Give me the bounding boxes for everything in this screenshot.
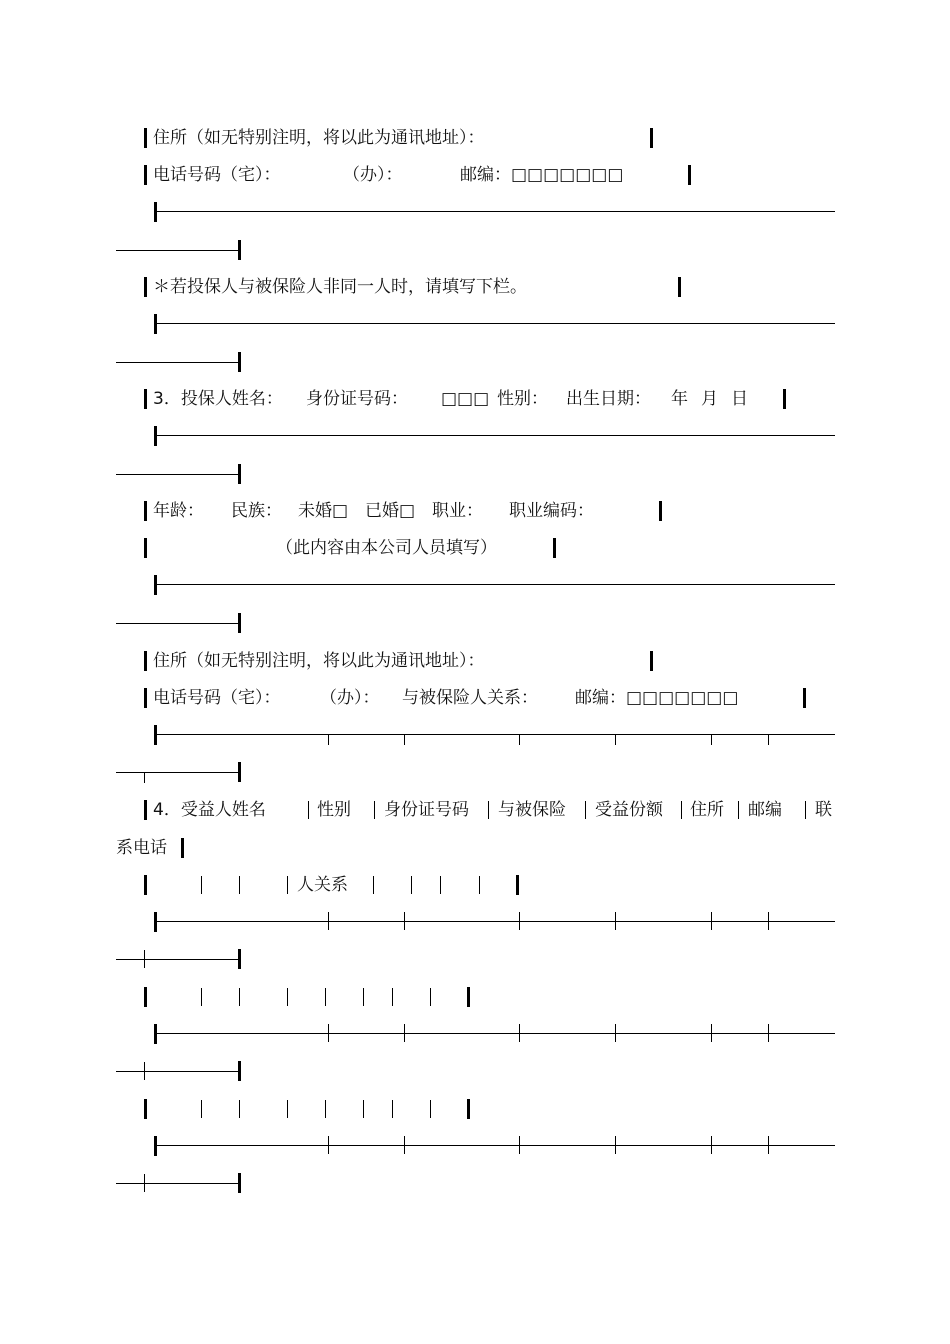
separator-right [238,1061,241,1081]
column-tick [711,735,712,745]
relation-header: 与被保险 [498,800,566,820]
column-tick [711,1136,712,1154]
border-left [144,501,147,521]
age-label: 年龄： [153,501,204,521]
column-divider [201,876,202,894]
border-left [144,651,147,671]
border-left [144,538,147,558]
separator-left [154,912,157,932]
separator-line-wrap [116,1071,240,1072]
column-tick [768,1136,769,1154]
separator-line [155,1033,835,1034]
border-right [803,688,806,708]
column-divider [430,988,431,1006]
separator-left [154,575,157,595]
column-divider [363,1100,364,1118]
gender-header: 性别 [317,800,351,820]
column-divider [374,801,375,819]
column-tick [768,912,769,930]
home-phone-label-1: 电话号码（宅）： [153,165,281,185]
column-tick [144,1174,145,1192]
separator-line-wrap [116,1183,240,1184]
column-divider [287,988,288,1006]
gender-label: 性别： [497,389,548,409]
column-divider [585,801,586,819]
separator-line [155,734,835,735]
relation-header-sub: 人关系 [297,875,348,895]
column-tick [519,1024,520,1042]
column-divider [805,801,806,819]
column-divider [325,988,326,1006]
separator-right [238,352,241,372]
office-phone-label-1: （办）： [343,165,403,185]
contact-phone-header: 联 [815,800,832,820]
column-divider [363,988,364,1006]
border-right [678,277,681,297]
postcode-label-2: 邮编：□□□□□□□ [575,688,739,708]
relation-label: 与被保险人关系： [402,688,538,708]
border-right [650,651,653,671]
separator-right [238,949,241,969]
border-right [553,538,556,558]
occupation-code-label: 职业编码： [509,501,594,521]
border-left [144,128,147,148]
column-divider [488,801,489,819]
column-divider [373,876,374,894]
column-tick [711,912,712,930]
column-divider [411,876,412,894]
separator-line [155,584,835,585]
column-divider [392,1100,393,1118]
separator-line-wrap [116,959,240,960]
column-tick [615,1136,616,1154]
column-tick [615,735,616,745]
column-tick [768,1024,769,1042]
address-label-1: 住所（如无特别注明，将以此为通讯地址）： [153,128,485,148]
separator-line-wrap [116,474,240,475]
separator-right [238,762,241,782]
applicant-note: ＊若投保人与被保险人非同一人时，请填写下栏。 [153,277,527,297]
separator-left [154,725,157,745]
postcode-label-1: 邮编：□□□□□□□ [460,165,624,185]
border-left [144,987,147,1007]
border-left [144,688,147,708]
column-divider [738,801,739,819]
column-tick [519,735,520,745]
postcode-header: 邮编 [748,800,782,820]
separator-left [154,202,157,222]
column-tick [144,950,145,968]
column-tick [144,773,145,783]
column-tick [519,1136,520,1154]
column-divider [287,876,288,894]
column-tick [328,1136,329,1154]
column-tick [328,912,329,930]
column-tick [404,912,405,930]
border-right [181,838,184,858]
border-right [467,1099,470,1119]
separator-line [155,211,835,212]
birth-year-label: 年 [671,389,688,409]
border-right [650,128,653,148]
column-divider [681,801,682,819]
separator-line-wrap [116,250,240,251]
column-tick [615,912,616,930]
id-number-label: 身份证号码： [306,389,408,409]
border-left [144,800,147,820]
contact-phone-header-wrap: 系电话 [116,838,167,858]
birth-month-label: 月 [701,389,718,409]
column-divider [287,1100,288,1118]
separator-left [154,1136,157,1156]
column-divider [201,1100,202,1118]
column-divider [430,1100,431,1118]
unmarried-checkbox-label: 未婚□ [298,501,349,521]
column-divider [201,988,202,1006]
benefit-share-header: 受益份额 [595,800,663,820]
column-divider [325,1100,326,1118]
border-right [467,987,470,1007]
column-divider [239,876,240,894]
border-right [688,165,691,185]
separator-line-wrap [116,623,240,624]
border-left [144,277,147,297]
border-left [144,165,147,185]
id-number-boxes: □□□ [441,389,490,409]
separator-left [154,314,157,334]
column-tick [144,1062,145,1080]
column-tick [519,912,520,930]
address-label-2: 住所（如无特别注明，将以此为通讯地址）： [153,651,485,671]
applicant-name-label: 3．投保人姓名： [153,389,283,409]
border-left [144,875,147,895]
birth-day-label: 日 [731,389,748,409]
separator-left [154,1024,157,1044]
border-right [783,389,786,409]
married-checkbox-label: 已婚□ [365,501,416,521]
column-divider [440,876,441,894]
column-tick [615,1024,616,1042]
separator-line [155,1145,835,1146]
birth-date-label: 出生日期： [566,389,651,409]
separator-left [154,426,157,446]
column-divider [392,988,393,1006]
beneficiary-name-header: 4．受益人姓名 [153,800,266,820]
column-divider [239,988,240,1006]
staff-only-note: （此内容由本公司人员填写） [276,538,497,558]
border-right [516,875,519,895]
separator-line [155,921,835,922]
column-tick [328,735,329,745]
separator-line [155,323,835,324]
ethnicity-label: 民族： [231,501,282,521]
column-tick [404,735,405,745]
home-phone-label-2: 电话号码（宅）： [153,688,281,708]
id-number-header: 身份证号码 [384,800,469,820]
separator-right [238,613,241,633]
column-tick [768,735,769,745]
address-header: 住所 [690,800,724,820]
border-left [144,1099,147,1119]
border-right [659,501,662,521]
border-left [144,389,147,409]
separator-right [238,464,241,484]
column-tick [711,1024,712,1042]
column-tick [404,1136,405,1154]
separator-line [155,435,835,436]
separator-right [238,1173,241,1193]
column-divider [239,1100,240,1118]
separator-right [238,240,241,260]
column-divider [308,801,309,819]
column-divider [479,876,480,894]
column-tick [404,1024,405,1042]
separator-line-wrap [116,362,240,363]
occupation-label: 职业： [432,501,483,521]
separator-line-wrap [116,772,240,773]
office-phone-label-2: （办）： [320,688,380,708]
column-tick [328,1024,329,1042]
